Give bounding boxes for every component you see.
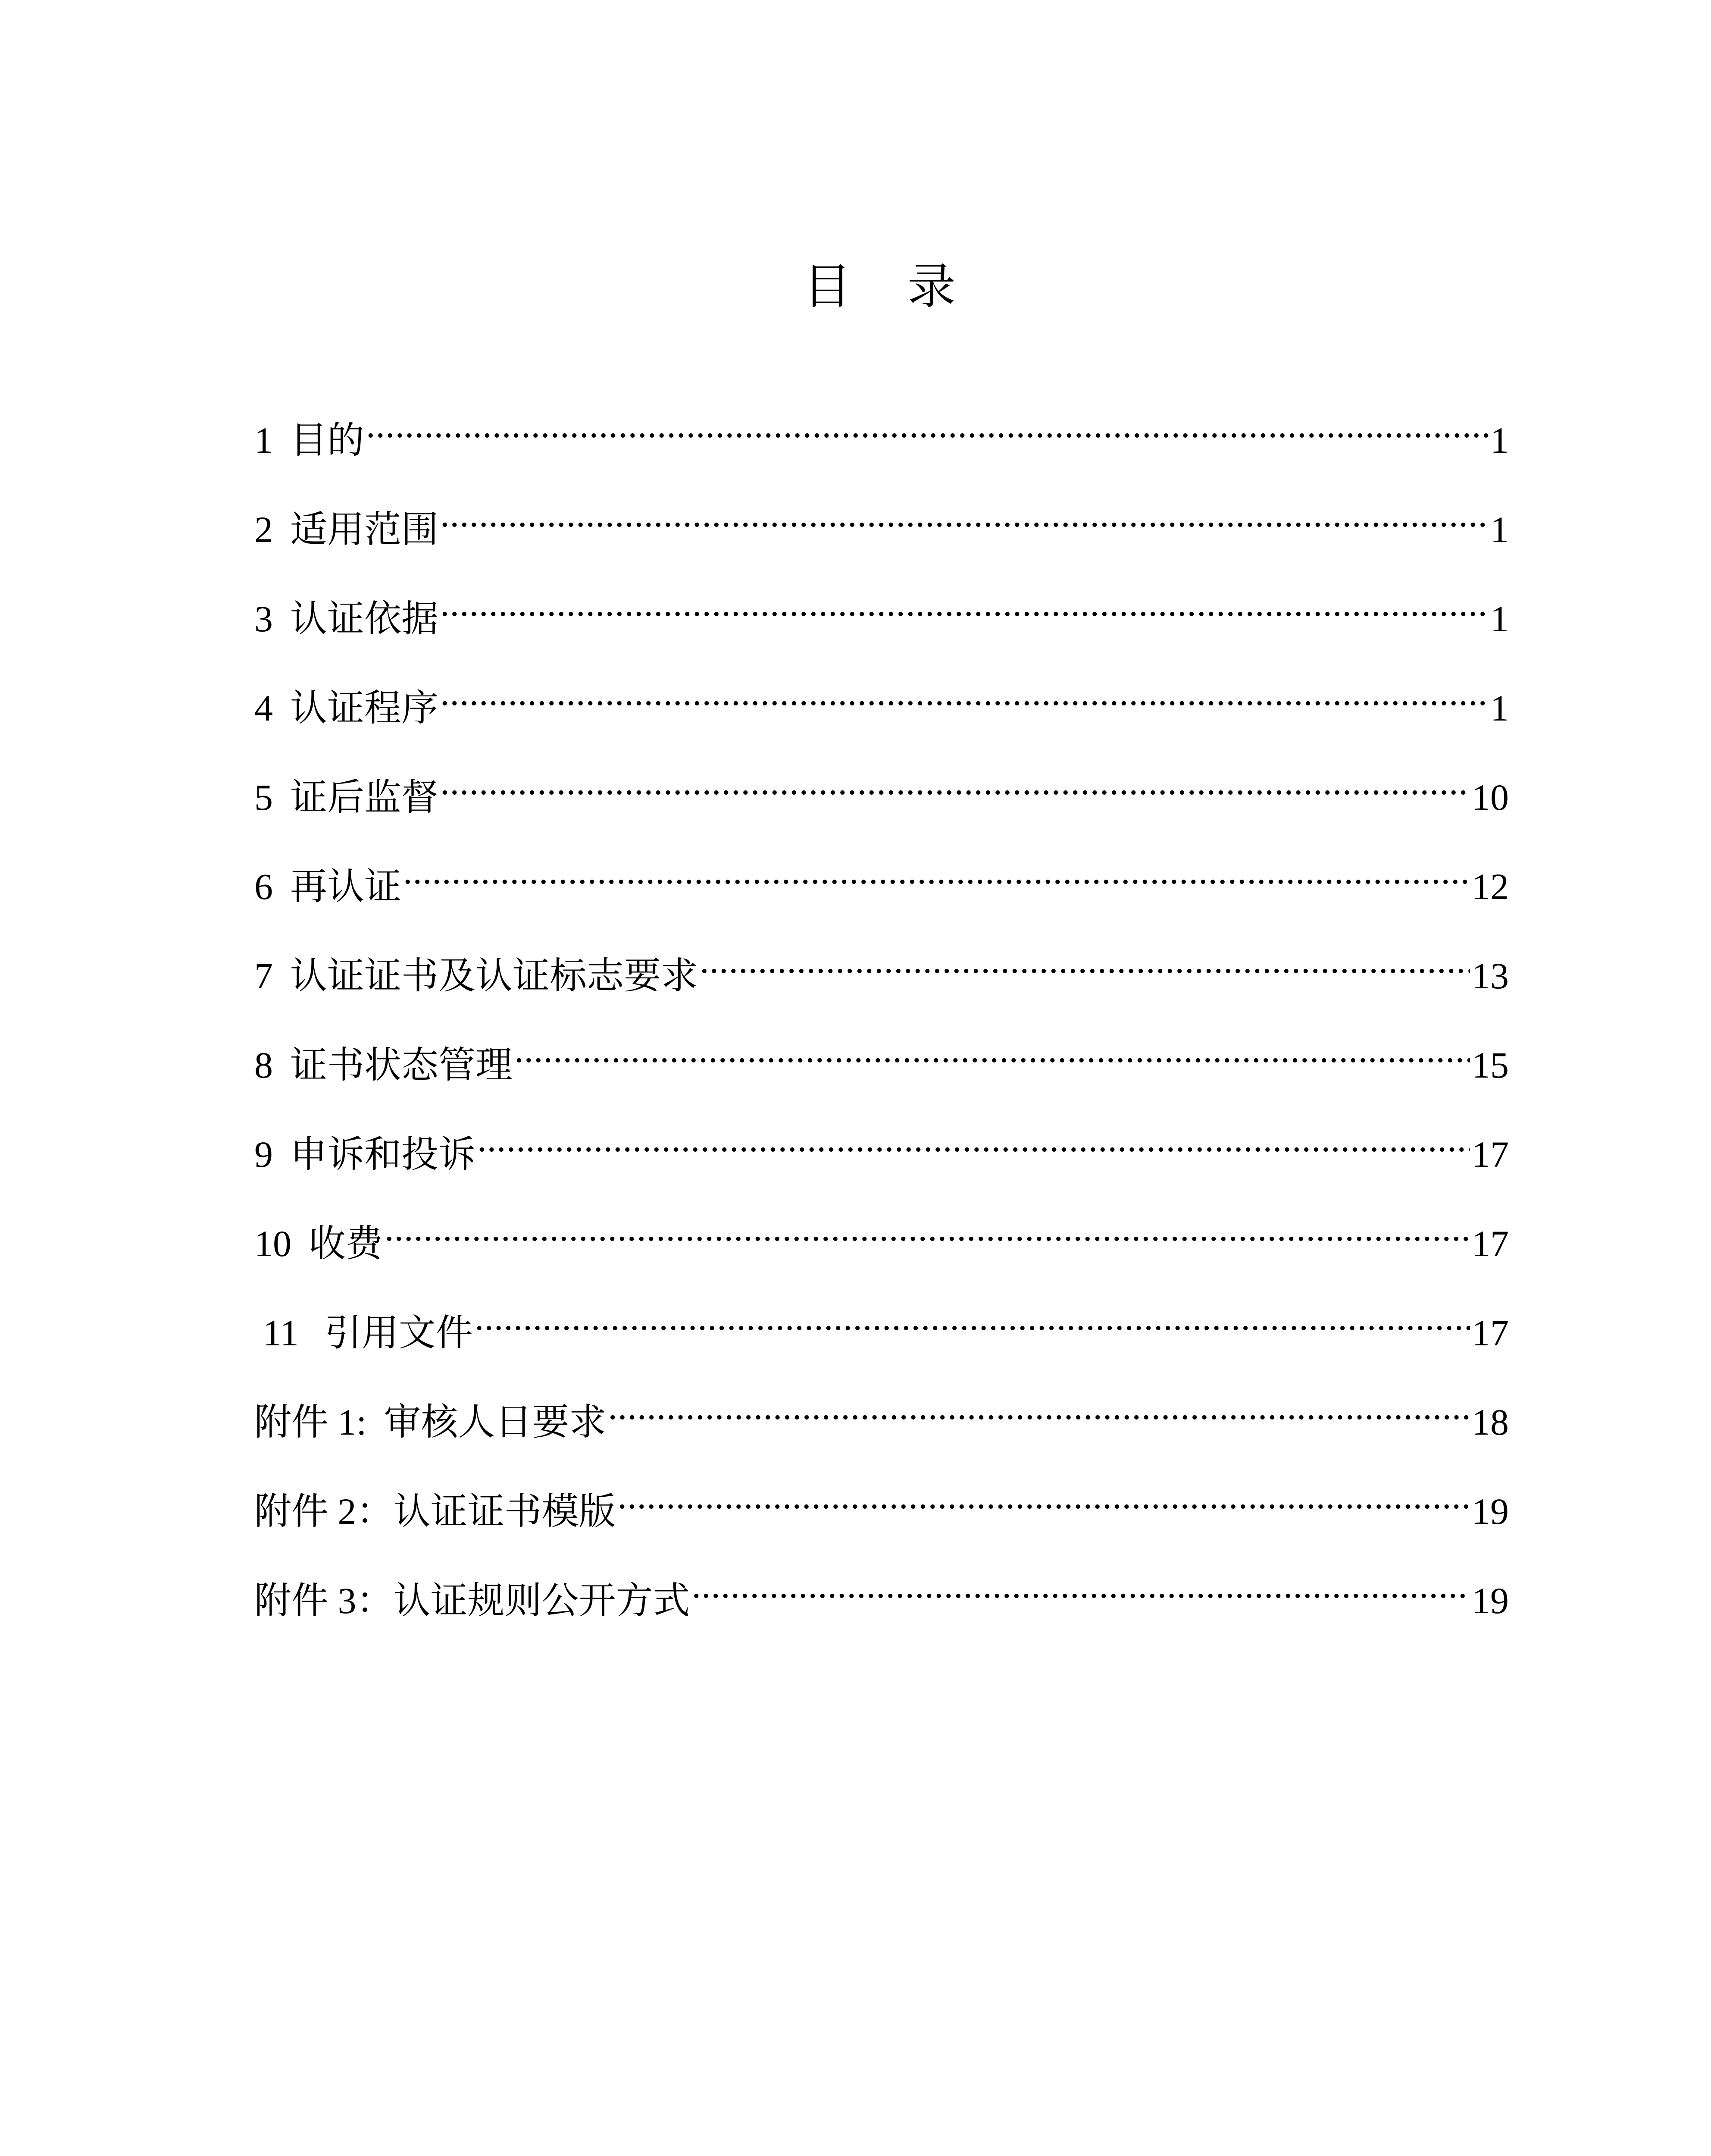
toc-entry-number: 5 (254, 777, 273, 818)
toc-entry-page: 12 (1472, 866, 1509, 907)
toc-entry-certificate-status[interactable] (254, 1022, 1509, 1087)
dot-leader (700, 932, 1470, 988)
toc-entry-number: 8 (254, 1044, 273, 1086)
dot-leader (692, 1557, 1470, 1613)
toc-entry-number: 附件 2： (254, 1491, 394, 1532)
dot-leader (440, 575, 1489, 631)
toc-entry-page: 19 (1472, 1580, 1509, 1621)
toc-entry-basis[interactable] (254, 575, 1509, 640)
toc-entry-number: 6 (254, 866, 273, 907)
toc-entry-label: 认证依据 (290, 597, 438, 640)
toc-entry-label: 证后监督 (290, 776, 438, 819)
toc-entry-label: 目的 (290, 419, 364, 462)
toc-entry-page: 13 (1472, 955, 1509, 997)
dot-leader (618, 1468, 1470, 1524)
toc-entry-appendix-1[interactable] (254, 1379, 1509, 1444)
toc-entry-number: 9 (254, 1134, 273, 1175)
toc-entry-page: 17 (1472, 1223, 1509, 1264)
toc-entry-page: 15 (1472, 1044, 1509, 1086)
toc-entry-label: 适用范围 (290, 508, 438, 551)
toc-entry-label: 申诉和投诉 (290, 1133, 475, 1176)
toc-entry-procedure[interactable] (254, 664, 1509, 730)
toc-title-first: 目 (803, 259, 851, 315)
toc-entry-label: 收费 (309, 1222, 383, 1265)
toc-entry-number: 附件 3： (254, 1580, 394, 1621)
toc-entry-appeals[interactable] (254, 1111, 1509, 1176)
toc-entry-number: 3 (254, 598, 273, 639)
toc-entry-purpose[interactable] (254, 397, 1509, 462)
dot-leader (385, 1200, 1470, 1256)
toc-entry-label: 再认证 (290, 865, 401, 908)
toc-entry-references[interactable] (263, 1289, 1509, 1354)
toc-entry-label: 审核人日要求 (384, 1401, 607, 1444)
toc-entry-label: 认证规则公开方式 (393, 1579, 690, 1622)
dot-leader (477, 1111, 1470, 1167)
toc-entry-label: 认证证书及认证标志要求 (290, 954, 698, 997)
toc-entry-number: 1 (254, 420, 273, 461)
toc-entry-label: 证书状态管理 (290, 1044, 513, 1087)
toc-title (0, 254, 1711, 319)
toc-entry-label: 引用文件 (324, 1311, 473, 1354)
toc-entry-number: 4 (254, 687, 273, 729)
dot-leader (475, 1289, 1470, 1345)
toc-entry-page: 1 (1490, 509, 1509, 550)
dot-leader (608, 1379, 1470, 1435)
toc-entry-number: 10 (254, 1223, 291, 1264)
toc-entry-number: 11 (263, 1312, 299, 1354)
toc-entry-page: 10 (1472, 777, 1509, 818)
toc-entry-page: 17 (1472, 1134, 1509, 1175)
toc-entry-page: 17 (1472, 1312, 1509, 1354)
dot-leader (440, 486, 1489, 542)
toc-entry-page: 1 (1490, 420, 1509, 461)
toc-entry-scope[interactable] (254, 486, 1509, 551)
dot-leader (403, 843, 1470, 899)
toc-title-second: 录 (907, 259, 956, 315)
toc-entry-appendix-2[interactable] (254, 1468, 1509, 1533)
toc-entry-number: 2 (254, 509, 273, 550)
toc-entry-surveillance[interactable] (254, 754, 1509, 819)
toc-entry-number: 附件 1: (254, 1401, 367, 1443)
toc-entry-fees[interactable] (254, 1200, 1509, 1265)
toc-entry-label: 认证程序 (290, 686, 438, 730)
toc-entry-page: 18 (1472, 1401, 1509, 1443)
toc-entry-appendix-3[interactable] (254, 1557, 1509, 1622)
dot-leader (440, 754, 1470, 810)
dot-leader (440, 664, 1489, 721)
toc-entry-recertification[interactable] (254, 843, 1509, 908)
dot-leader (514, 1022, 1470, 1078)
toc-entry-page: 19 (1472, 1491, 1509, 1532)
toc-entry-page: 1 (1490, 598, 1509, 639)
toc-entry-certificate-and-mark[interactable] (254, 932, 1509, 997)
toc-entry-number: 7 (254, 955, 273, 997)
toc-entry-page: 1 (1490, 687, 1509, 729)
dot-leader (366, 397, 1489, 453)
toc-entry-label: 认证证书模版 (393, 1490, 616, 1533)
